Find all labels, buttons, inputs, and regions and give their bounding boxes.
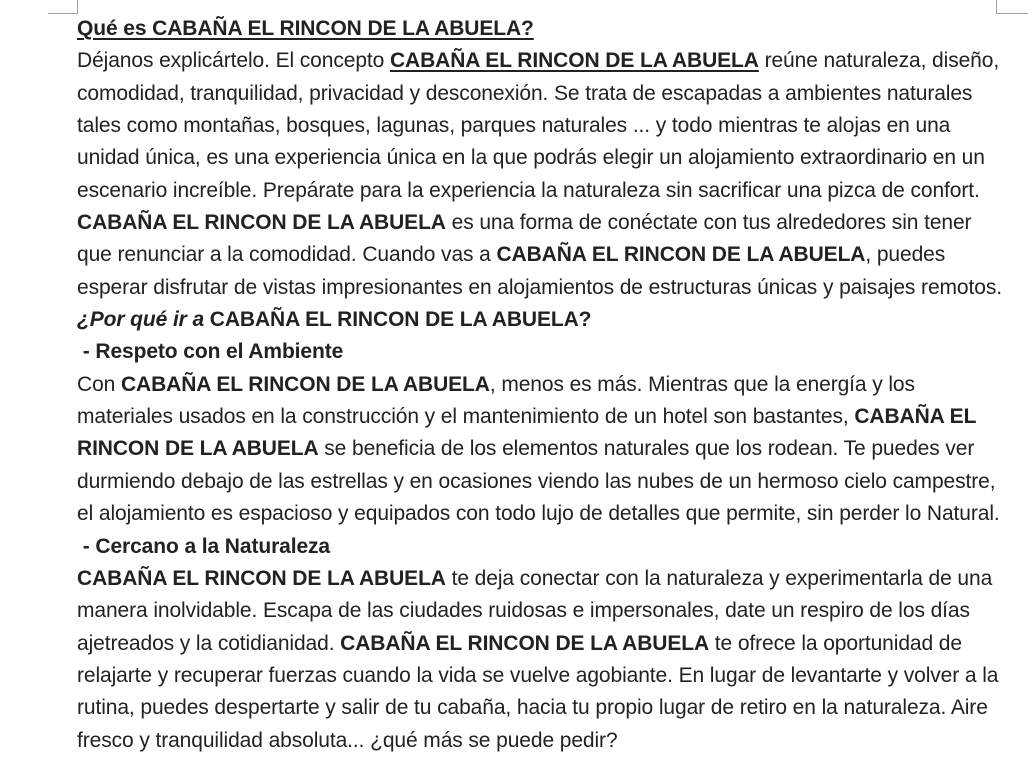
text-run: te ofrece la oportunidad de relajarte y recuperar fuerzas cuando la vida se vuelve agobiante. En lugar de levantarte y volver a la rutina, puedes despertarte y salir de tu cabaña, hacia tu propio lugar de retiro en la naturaleza. Aire fresco y tranquilidad absoluta... ¿qué más se puede pedir? (77, 631, 1005, 752)
text-run: Con (77, 372, 121, 396)
paragraph (77, 369, 1005, 531)
text-run: CABAÑA EL RINCON DE LA ABUELA (496, 243, 866, 267)
text-run: CABAÑA EL RINCON DE LA ABUELA (77, 211, 446, 235)
text-run: Qué es CABAÑA EL RINCON DE LA ABUELA? (77, 17, 534, 40)
text-run: ¿Por qué ir a (77, 308, 210, 332)
page-margin-corner-right-icon (996, 0, 1028, 14)
document-subheading (77, 304, 1005, 336)
paragraph (77, 563, 1005, 757)
document-heading (77, 13, 1005, 45)
text-run: - Cercano a la Naturaleza (77, 534, 331, 558)
text-run: reúne naturaleza, diseño, comodidad, tranquilidad, privacidad y desconexión. Se trata de escapadas a ambientes naturales tales como montañas, bosques, lagunas, parques naturales ... y todo mientras te alojas en una unidad única, es una experiencia única en la que podrás elegir un alojamiento extraordinario en un escenario increíble. Prepárate para la experiencia la naturaleza sin sacrificar una pizca de confort. (77, 49, 1005, 202)
text-run: CABAÑA EL RINCON DE LA ABUELA (77, 566, 446, 590)
text-run: es una forma de conéctate con tus alrededores sin tener que renunciar a la comodidad. Cuando vas a (77, 211, 978, 267)
text-run: - Respeto con el Ambiente (77, 340, 344, 364)
text-run: CABAÑA EL RINCON DE LA ABUELA (340, 631, 710, 655)
text-run: , menos es más. Mientras que la energía y los materiales usados en la construcción y el mantenimiento de un hotel son bastantes, (77, 372, 921, 429)
text-run: CABAÑA EL RINCON DE LA ABUELA (389, 49, 759, 73)
text-run: te deja conectar con la naturaleza y experimentarla de una manera inolvidable. Escapa de las ciudades ruidosas e impersonales, date un respiro de los días ajetreados y la cotidianidad. (77, 566, 998, 655)
text-run: CABAÑA EL RINCON DE LA ABUELA (77, 405, 982, 461)
list-heading (77, 531, 1005, 563)
text-run: CABAÑA EL RINCON DE LA ABUELA (120, 372, 490, 396)
page-margin-corner-left-icon (48, 0, 78, 14)
text-run: se beneficia de los elementos naturales que los rodean. Te puedes ver durmiendo debajo de las estrellas y en ocasiones viendo las nubes de un hermoso cielo campestre, el alojamiento es espacioso y equipados con todo lujo de detalles que permite, sin perder lo Natural. (77, 437, 1002, 526)
document-body[interactable] (77, 13, 1005, 757)
text-run: CABAÑA EL RINCON DE LA ABUELA? (209, 308, 592, 332)
paragraph (77, 45, 1005, 304)
list-heading (77, 336, 1005, 368)
text-run: Déjanos explicártelo. El concepto (77, 49, 390, 73)
text-run: , puedes esperar disfrutar de vistas impresionantes en alojamientos de estructuras únicas y paisajes remotos. (77, 243, 1002, 299)
